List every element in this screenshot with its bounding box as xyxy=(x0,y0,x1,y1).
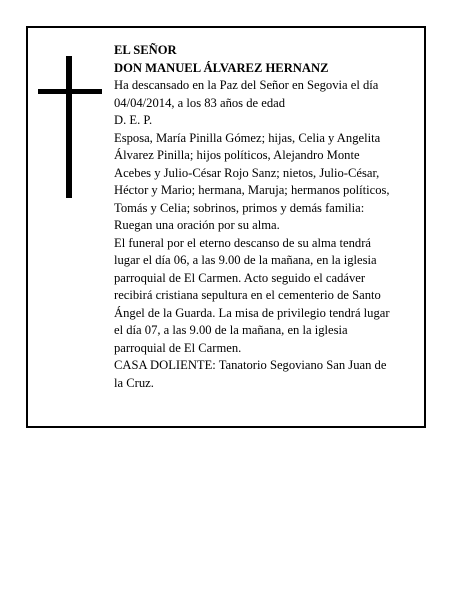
body-line-10: El funeral por el eterno descanso de su alma tendrá xyxy=(114,235,372,250)
body-line-3: D. E. P. xyxy=(114,113,153,127)
body-line-7: Héctor y Mario; hermana, Maruja; hermanos políticos, xyxy=(114,183,390,197)
body-line-12: parroquial de El Carmen. Acto seguido el cadáver xyxy=(114,270,366,285)
heading-line-2: DON MANUEL ÁLVAREZ HERNANZ xyxy=(114,60,329,75)
body-line-13: recibirá cristiana sepultura en el cementerio de Santo xyxy=(114,288,381,302)
body-line-16: parroquial de El Carmen. xyxy=(114,340,242,355)
body-line-8: Tomás y Celia; sobrinos, primos y demás familia: xyxy=(114,200,365,215)
body-line-15: el día 07, a las 9.00 de la mañana, en la iglesia xyxy=(114,323,348,337)
body-line-5: Álvarez Pinilla; hijos políticos, Alejandro Monte xyxy=(114,148,360,162)
body-line-18: la Cruz. xyxy=(114,375,154,390)
heading-line-1: EL SEÑOR xyxy=(114,43,177,57)
cross-vertical-bar xyxy=(66,56,72,198)
notice-text xyxy=(114,42,414,392)
body-line-2: 04/04/2014, a los 83 años de edad xyxy=(114,95,286,110)
body-line-11: lugar el día 06, a las 9.00 de la mañana, en la iglesia xyxy=(114,253,377,267)
obituary-notice xyxy=(26,26,426,428)
body-line-9: Ruegan una oración por su alma. xyxy=(114,218,280,232)
body-line-1: Ha descansado en la Paz del Señor en Segovia el día xyxy=(114,78,379,92)
body-line-17: CASA DOLIENTE: Tanatorio Segoviano San Juan de xyxy=(114,358,387,372)
body-line-6: Acebes y Julio-César Rojo Sanz; nietos, Julio-César, xyxy=(114,165,380,180)
body-line-4: Esposa, María Pinilla Gómez; hijas, Celia y Angelita xyxy=(114,130,381,145)
body-line-14: Ángel de la Guarda. La misa de privilegio tendrá lugar xyxy=(114,305,390,320)
cross-horizontal-bar xyxy=(38,89,102,94)
cross-icon xyxy=(38,56,102,198)
